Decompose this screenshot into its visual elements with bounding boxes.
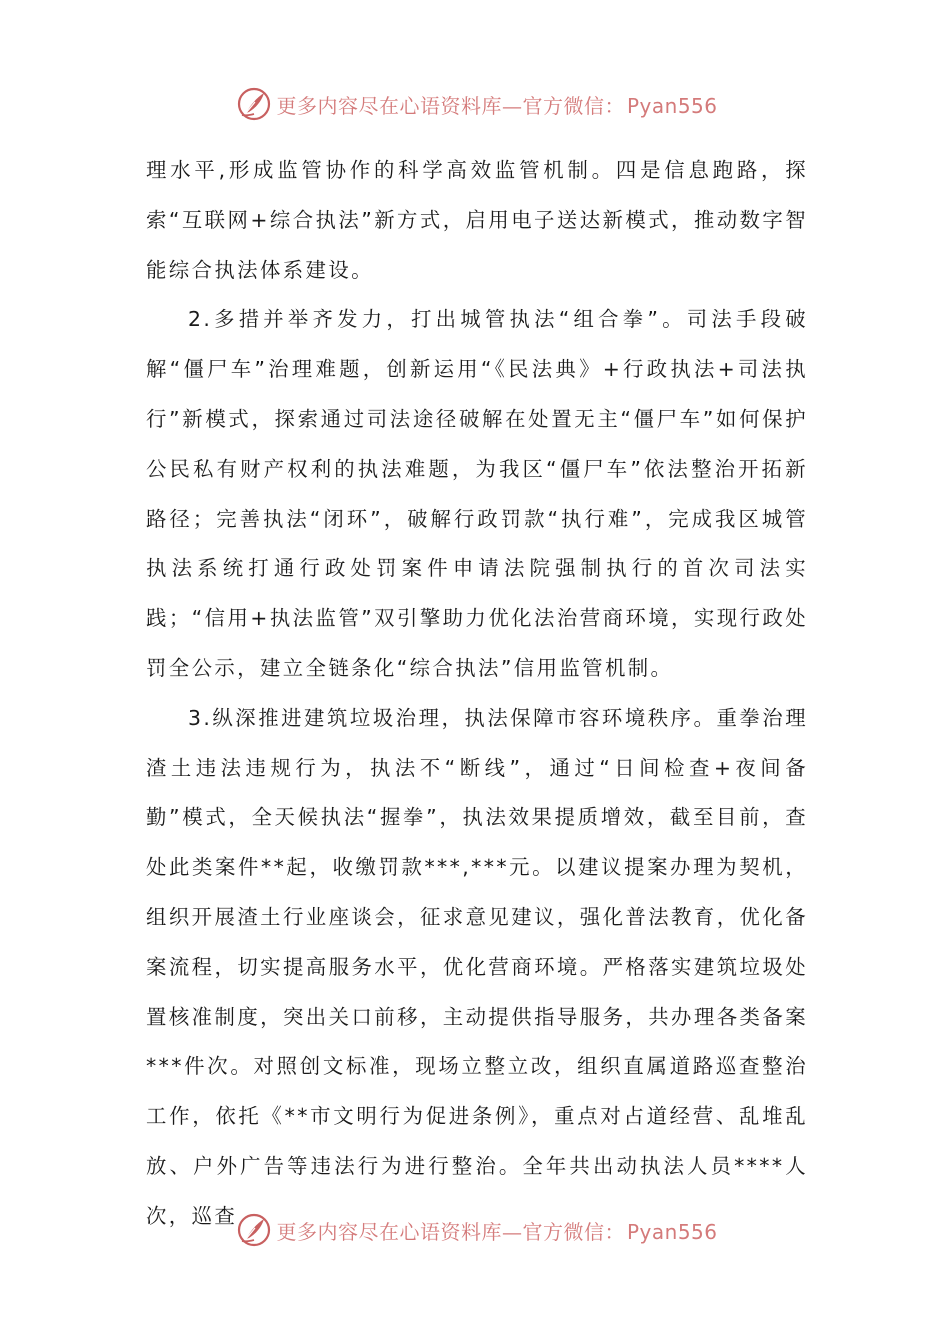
header-banner-text (276, 90, 717, 119)
footer-banner-label: 更多内容尽在心语资料库—官方微信： (276, 1219, 625, 1244)
paragraph-2: 2.多措并举齐发力，打出城管执法“组合拳”。司法手段破解“僵尸车”治理难题，创新运用“《民法典》+行政执法+司法执行”新模式，探索通过司法途径破解在处置无主“僵尸车”如何保护公民私有财产权利的执法难题，为我区“僵尸车”依法整治开拓新路径；完善执法“闭环”，破解行政罚款“执行难”，完成我区城管执法系统打通行政处罚案件申请法院强制执行的首次司法实践；“信用+执法监管”双引擎助力优化法治营商环境，实现行政处罚全公示，建立全链条化“综合执法”信用监管机制。 (146, 307, 808, 680)
footer-wechat-id: Pyan556 (626, 1219, 718, 1244)
quill-pen-logo-icon (236, 86, 272, 122)
paragraph-1: 理水平,形成监管协作的科学高效监管机制。四是信息跑路，探索“互联网+综合执法”新方式，启用电子送达新模式，推动数字智能综合执法体系建设。 (146, 158, 808, 282)
header-banner (0, 84, 950, 124)
header-banner-label: 更多内容尽在心语资料库—官方微信： (276, 93, 625, 118)
footer-banner-text (276, 1216, 717, 1245)
footer-banner-inner (236, 1212, 717, 1248)
document-body (146, 146, 808, 1242)
quill-pen-logo-icon (236, 1212, 272, 1248)
header-wechat-id: Pyan556 (626, 93, 718, 118)
paragraph-3: 3.纵深推进建筑垃圾治理，执法保障市容环境秩序。重拳治理渣土违法违规行为，执法不“断线”，通过“日间检查+夜间备勤”模式，全天候执法“握拳”，执法效果提质增效，截至目前，查处此类案件**起，收缴罚款***,***元。以建议提案办理为契机，组织开展渣土行业座谈会，征求意见建议，强化普法教育，优化备案流程，切实提高服务水平，优化营商环境。严格落实建筑垃圾处置核准制度，突出关口前移，主动提供指导服务，共办理各类备案***件次。对照创文标准，现场立整立改，组织直属道路巡查整治工作，依托《**市文明行为促进条例》，重点对占道经营、乱堆乱放、户外广告等违法行为进行整治。全年共出动执法人员****人次，巡查 (146, 705, 808, 1228)
header-banner-inner (236, 86, 717, 122)
footer-banner (0, 1210, 950, 1250)
